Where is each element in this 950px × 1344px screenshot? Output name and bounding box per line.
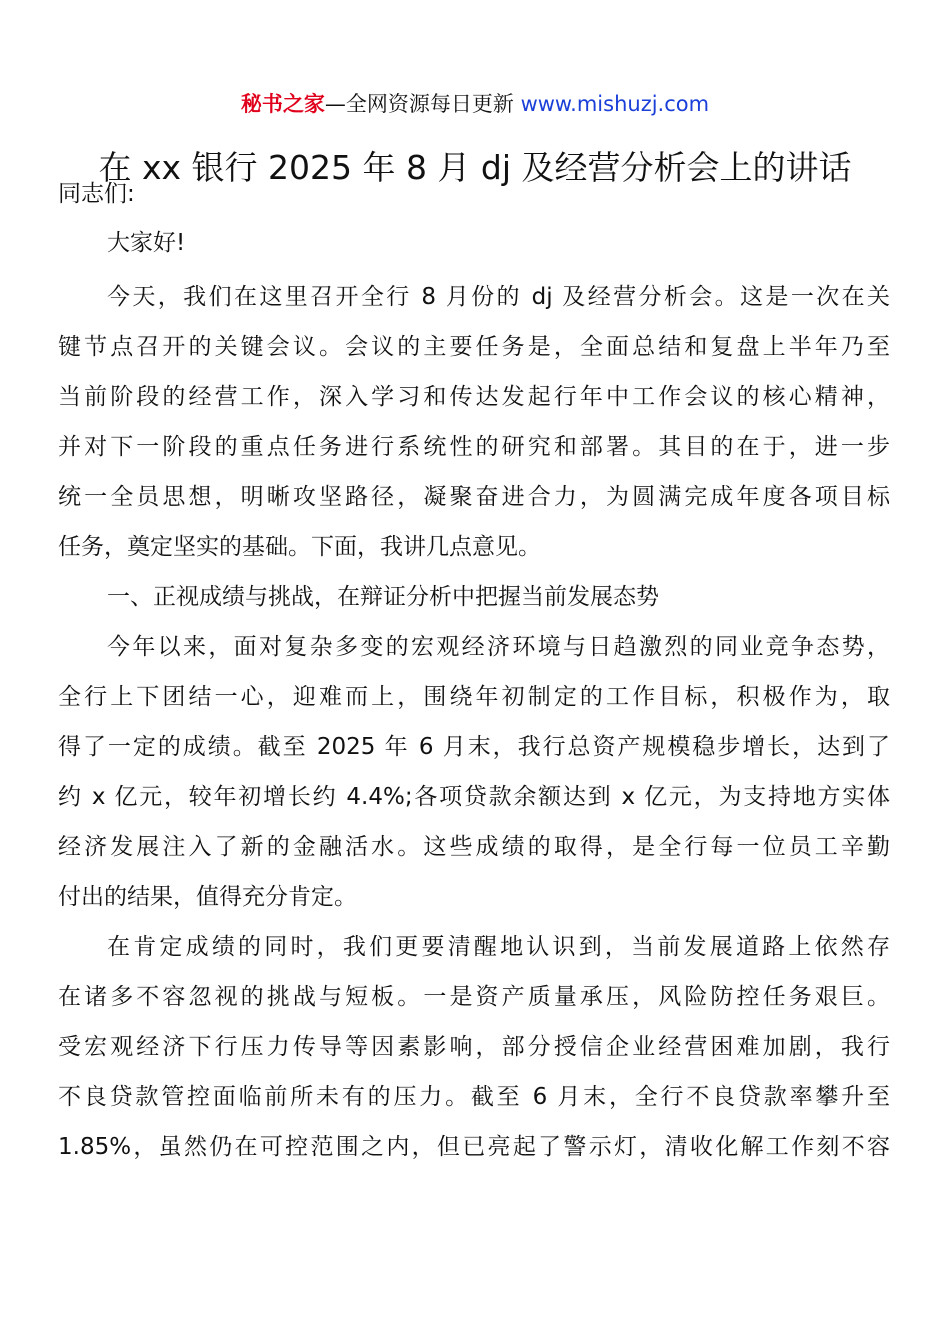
paragraph-line: 键节点召开的关键会议。会议的主要任务是，全面总结和复盘上半年乃至 [58,334,890,360]
header-tagline: —全网资源每日更新 [324,92,514,116]
brand-name: 秘书之家 [240,92,325,116]
paragraph-line: 在肯定成绩的同时，我们更要清醒地认识到，当前发展道路上依然存 [107,934,890,960]
site-url-link[interactable]: www.mishuzj.com [520,92,710,116]
site-header [0,88,950,120]
paragraph-line: 当前阶段的经营工作，深入学习和传达发起行年中工作会议的核心精神， [58,384,890,410]
paragraph-line: 得了一定的成绩。截至 2025 年 6 月末，我行总资产规模稳步增长，达到了 [58,734,890,760]
paragraph-line: 并对下一阶段的重点任务进行系统性的研究和部署。其目的在于，进一步 [58,434,890,460]
paragraph-line: 不良贷款管控面临前所未有的压力。截至 6 月末，全行不良贷款率攀升至 [58,1084,890,1110]
paragraph-line: 全行上下团结一心，迎难而上，围绕年初制定的工作目标，积极作为，取 [58,684,890,710]
paragraph-line: 今年以来，面对复杂多变的宏观经济环境与日趋激烈的同业竞争态势， [107,634,890,660]
document-body [58,174,890,1172]
greeting: 大家好! [107,230,186,256]
paragraph-line: 统一全员思想，明晰攻坚路径，凝聚奋进合力，为圆满完成年度各项目标 [58,484,890,510]
paragraph-line: 约 x 亿元，较年初增长约 4.4%;各项贷款余额达到 x 亿元，为支持地方实体 [58,784,890,810]
salutation: 同志们: [58,181,135,207]
paragraph-line: 付出的结果，值得充分肯定。 [58,884,357,910]
document-title: 在 xx 银行 2025 年 8 月 dj 及经营分析会上的讲话 [98,148,852,187]
paragraph-line: 今天，我们在这里召开全行 8 月份的 dj 及经营分析会。这是一次在关 [107,284,890,310]
section-heading: 一、正视成绩与挑战，在辩证分析中把握当前发展态势 [107,584,659,610]
paragraph-line: 在诸多不容忽视的挑战与短板。一是资产质量承压，风险防控任务艰巨。 [58,984,890,1010]
paragraph-line: 任务，奠定坚实的基础。下面，我讲几点意见。 [58,534,541,560]
paragraph-line: 经济发展注入了新的金融活水。这些成绩的取得，是全行每一位员工辛勤 [58,834,890,860]
paragraph-line: 受宏观经济下行压力传导等因素影响，部分授信企业经营困难加剧，我行 [58,1034,890,1060]
paragraph-line: 1.85%，虽然仍在可控范围之内，但已亮起了警示灯，清收化解工作刻不容 [58,1134,890,1160]
